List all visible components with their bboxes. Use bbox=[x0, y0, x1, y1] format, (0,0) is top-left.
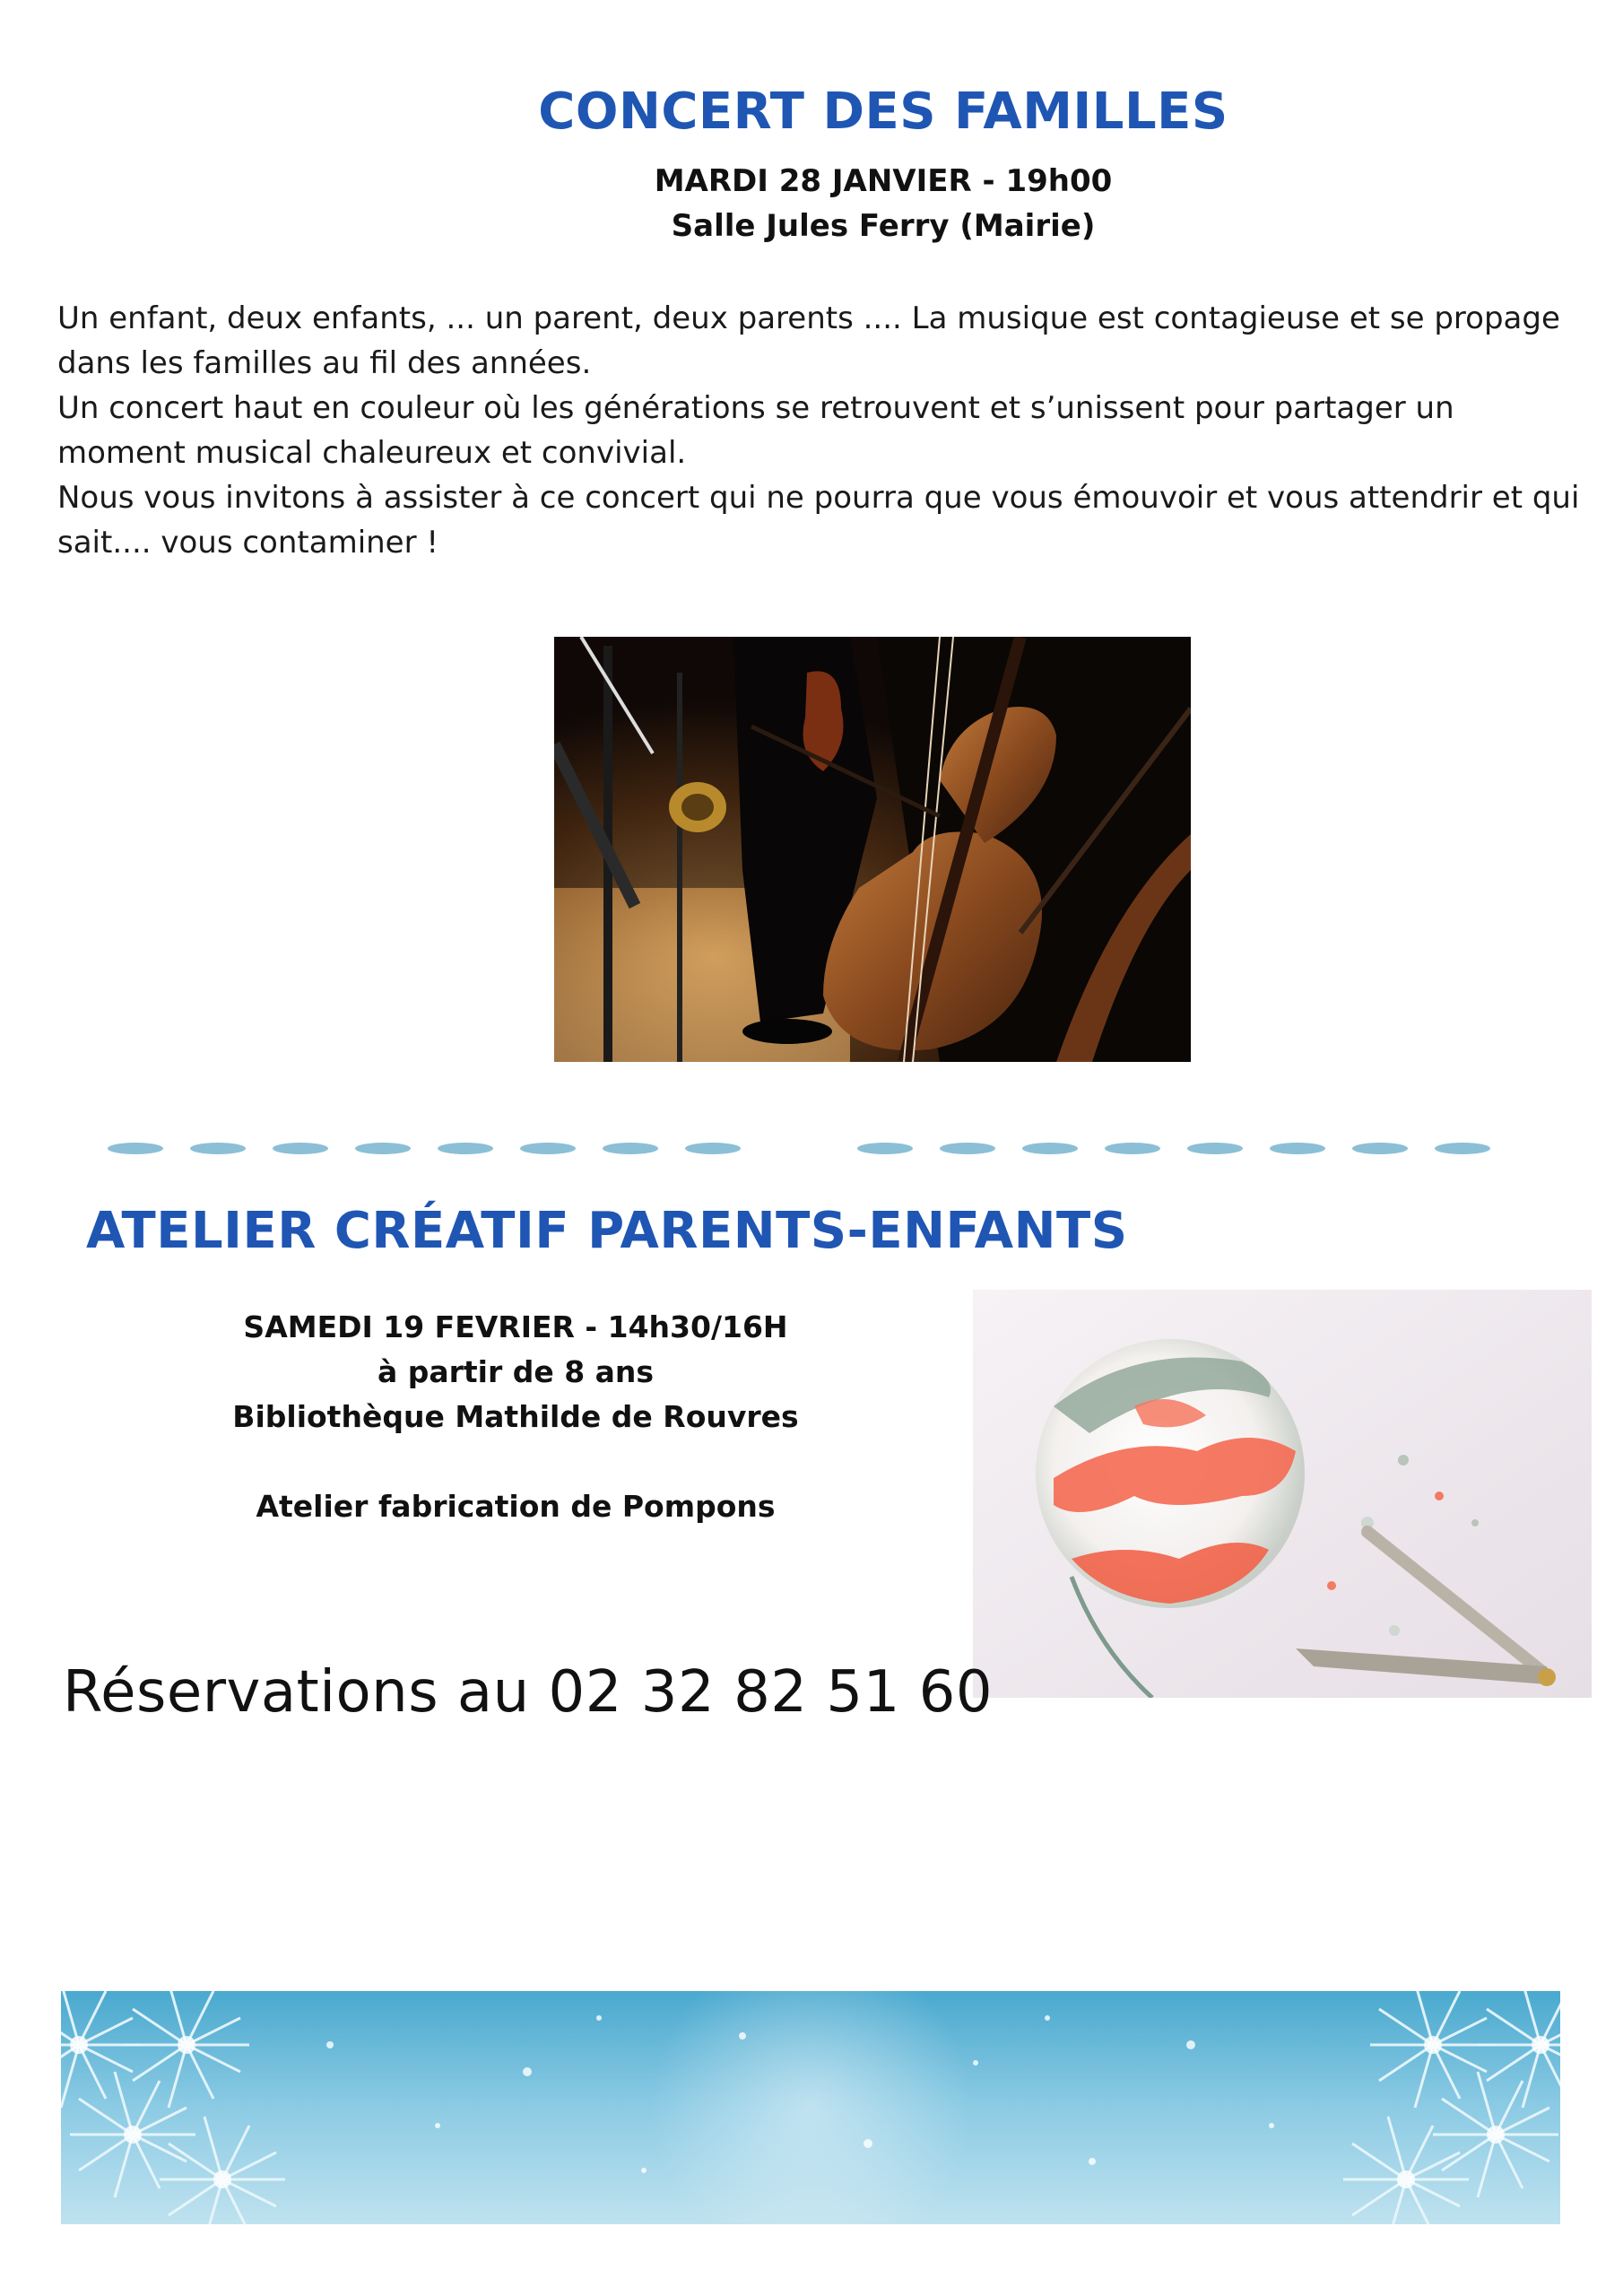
divider-dash bbox=[1270, 1143, 1325, 1154]
dashed-divider bbox=[108, 1139, 1506, 1159]
atelier-place: Bibliothèque Mathilde de Rouvres bbox=[232, 1399, 799, 1434]
divider-dash bbox=[438, 1143, 493, 1154]
divider-dash bbox=[273, 1143, 328, 1154]
divider-dash bbox=[1105, 1143, 1160, 1154]
divider-dash bbox=[1022, 1143, 1078, 1154]
divider-dash bbox=[685, 1143, 741, 1154]
reservations-phone: Réservations au 02 32 82 51 60 bbox=[63, 1659, 994, 1726]
atelier-date: SAMEDI 19 FEVRIER - 14h30/16H bbox=[243, 1309, 788, 1344]
divider-dash bbox=[1352, 1143, 1408, 1154]
pompon-scissors-photo bbox=[973, 1290, 1592, 1698]
cello-orchestra-photo bbox=[554, 637, 1191, 1062]
divider-dash bbox=[355, 1143, 411, 1154]
atelier-title: ATELIER CRÉATIF PARENTS-ENFANTS bbox=[86, 1202, 1128, 1260]
divider-dash bbox=[108, 1143, 163, 1154]
divider-dash bbox=[1187, 1143, 1243, 1154]
divider-dash bbox=[520, 1143, 576, 1154]
divider-dash bbox=[857, 1143, 913, 1154]
concert-description bbox=[57, 296, 1582, 565]
concert-paragraph: Un enfant, deux enfants, ... un parent, deux parents .... La musique est contagieuse et se propage dans les familles au fil des années. bbox=[57, 300, 1560, 381]
divider-dash bbox=[190, 1143, 246, 1154]
concert-paragraph: Un concert haut en couleur où les générations se retrouvent et s’unissent pour partager un moment musical chaleureux et convivial. bbox=[57, 390, 1454, 471]
atelier-activity: Atelier fabrication de Pompons bbox=[256, 1489, 776, 1524]
concert-paragraph: Nous vous invitons à assister à ce concert qui ne pourra que vous émouvoir et vous attendrir et qui sait.... vous contaminer ! bbox=[57, 480, 1580, 561]
concert-date: MARDI 28 JANVIER - 19h00 bbox=[654, 163, 1113, 199]
atelier-age: à partir de 8 ans bbox=[377, 1354, 655, 1389]
divider-dash bbox=[603, 1143, 658, 1154]
concert-title: CONCERT DES FAMILLES bbox=[538, 83, 1228, 141]
winter-frost-banner bbox=[61, 1991, 1560, 2224]
concert-place: Salle Jules Ferry (Mairie) bbox=[671, 208, 1096, 244]
divider-dash bbox=[940, 1143, 995, 1154]
divider-dash bbox=[1435, 1143, 1490, 1154]
